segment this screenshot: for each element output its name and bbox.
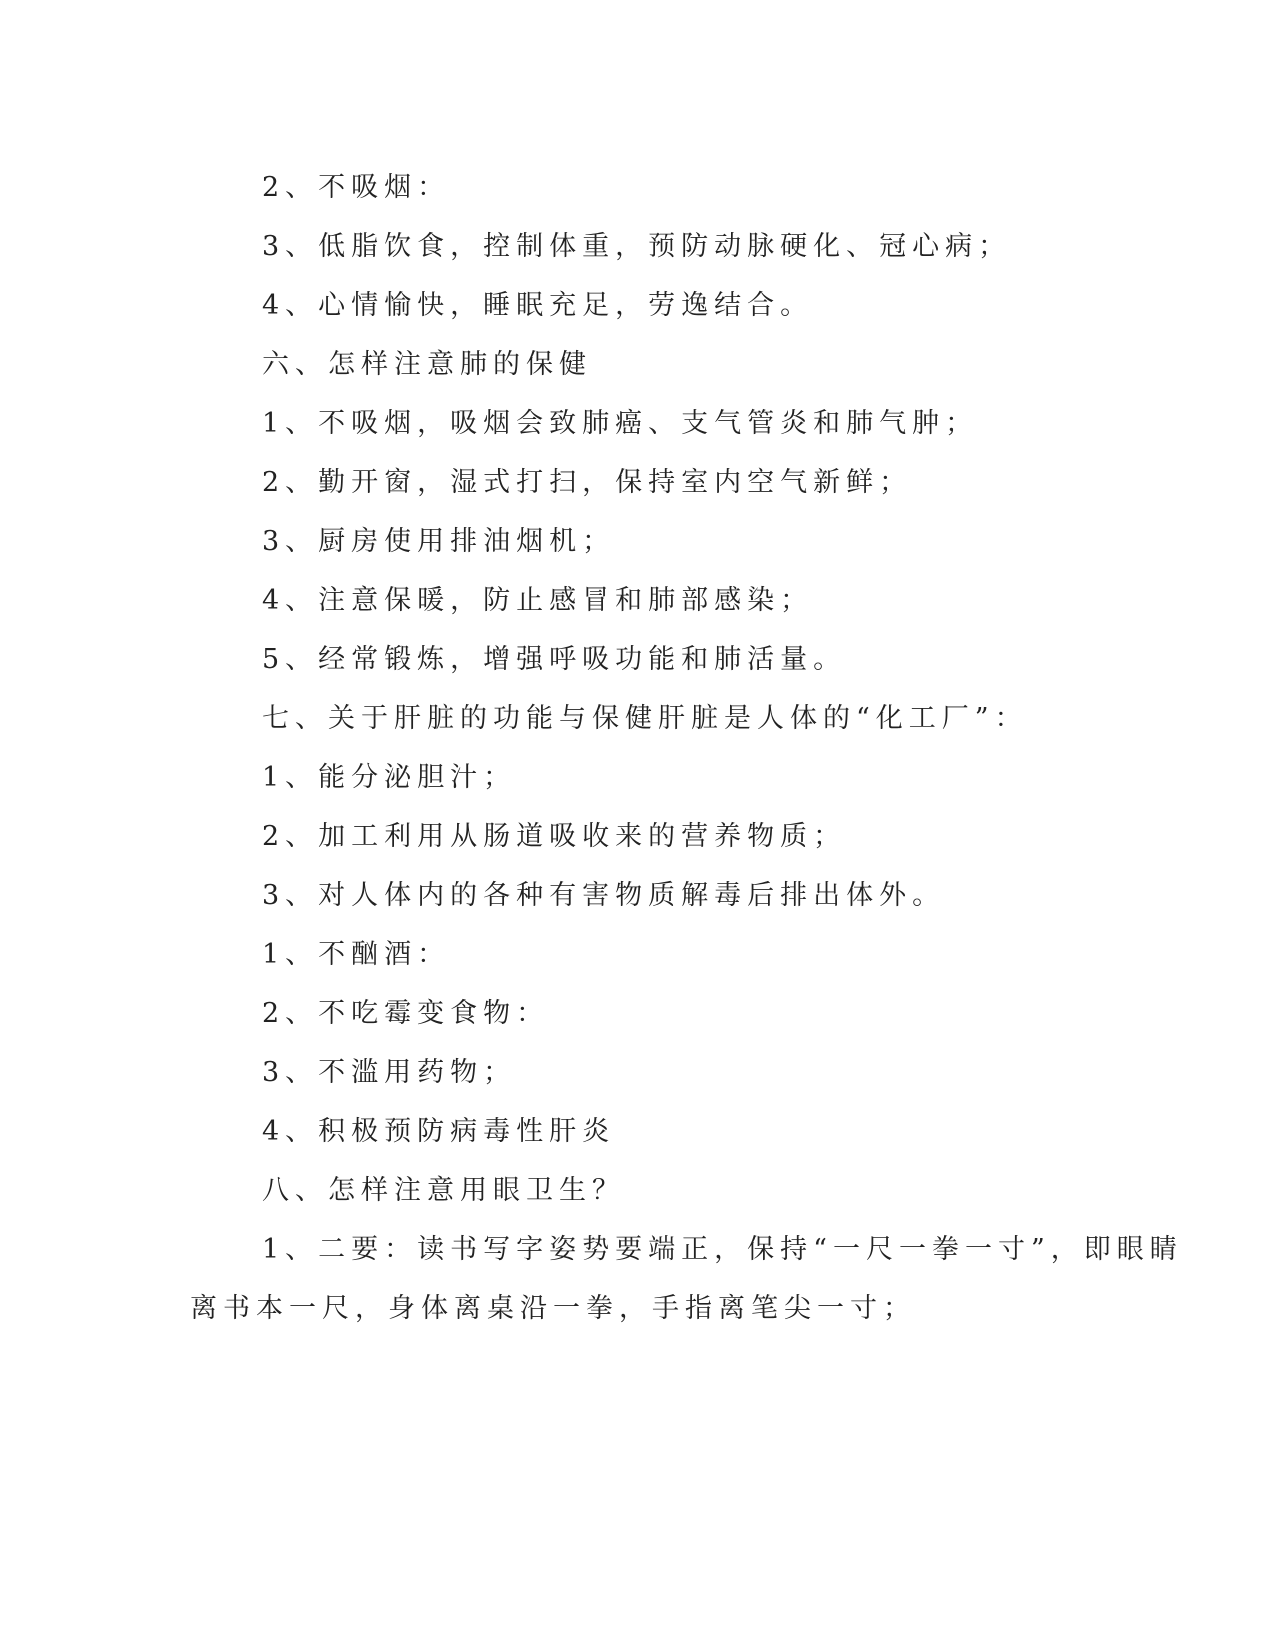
text-line: 1、不吸烟，吸烟会致肺癌、支气管炎和肺气肿； xyxy=(262,408,979,439)
document-body xyxy=(0,158,1275,1338)
text-line: 2、勤开窗，湿式打扫，保持室内空气新鲜； xyxy=(262,467,913,498)
text-line: 4、心情愉快，睡眠充足，劳逸结合。 xyxy=(262,290,814,321)
section-heading: 七、关于肝脏的功能与保健肝脏是人体的“化工厂”： xyxy=(262,703,1028,734)
section-heading: 八、怎样注意用眼卫生？ xyxy=(262,1175,625,1206)
text-line-continuation: 离书本一尺，身体离桌沿一拳，手指离笔尖一寸； xyxy=(190,1293,916,1324)
text-line: 3、对人体内的各种有害物质解毒后排出体外。 xyxy=(262,880,946,911)
text-line: 3、不滥用药物； xyxy=(262,1057,517,1088)
text-line: 4、注意保暖，防止感冒和肺部感染； xyxy=(262,585,814,616)
text-line: 2、加工利用从肠道吸收来的营养物质； xyxy=(262,821,847,852)
text-line: 3、低脂饮食，控制体重，预防动脉硬化、冠心病； xyxy=(262,231,1012,262)
text-line: 1、能分泌胆汁； xyxy=(262,762,517,793)
text-line: 1、不酗酒： xyxy=(262,939,451,970)
text-line: 2、不吃霉变食物： xyxy=(262,998,550,1029)
text-line: 2、不吸烟： xyxy=(262,172,451,203)
section-heading: 六、怎样注意肺的保健 xyxy=(262,349,592,380)
text-line: 1、二要：读书写字姿势要端正，保持“一尺一拳一寸”，即眼睛 xyxy=(262,1234,1183,1265)
text-line: 4、积极预防病毒性肝炎 xyxy=(262,1116,616,1147)
text-line: 3、厨房使用排油烟机； xyxy=(262,526,616,557)
text-line: 5、经常锻炼，增强呼吸功能和肺活量。 xyxy=(262,644,847,675)
